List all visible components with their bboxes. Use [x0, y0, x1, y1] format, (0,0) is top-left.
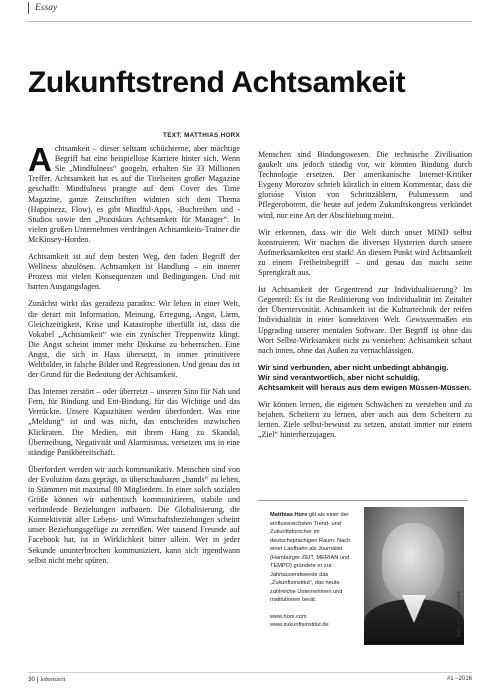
author-description: gilt als einer der einflussreichsten Trend- und Zukunftsforscher im deutschsprachigen Raum. Nach einer Laufbahn als Journalist (Hamburger ZEIT, MERIAN und TEMPO) gründete er zur Jahrtausendwende das „Zukunftsinstitut“, das heute zahlreiche Unternehmen und Institutionen berät. — [270, 512, 351, 603]
author-name: Matthias Horx — [270, 512, 308, 518]
header-rule — [28, 21, 472, 22]
left-column — [28, 131, 240, 573]
author-photo — [364, 507, 464, 645]
footer-folio: 30 | lebenszeit — [28, 676, 66, 683]
highlight-line: Achtsamkeit will heraus aus dem ewigen Müssen-Müssen. — [258, 382, 472, 392]
paragraph-8: Ist Achtsamkeit der Gegentrend zur Individualisierung? Im Gegenteil: Es ist die Realisierung von Individualität im Zeitalter der Übernervosität. Achtsamkeit ist die Kulturtechnik der reifen Individualität in einer konnektiven Welt. Gewissermaßen ein Upgrading unserer mentalen Software. Der Begriff ist ohne das Wort Selbst-Wirksamkeit nicht zu verstehen: Achtsamkeit schaut nach innen, ohne das Außen zu vernachlässigen. — [258, 285, 472, 355]
highlight-line: Wir sind verbunden, aber nicht unbedingt abhängig. — [258, 362, 449, 372]
paragraph-2: Achtsamkeit ist auf dem besten Weg, den faden Begriff der Wellness abzulösen. Achtsamkeit ist Handlung – ein innerer Prozess mit vielen Konsequenzen und Bedingungen. Und mit harten Ausgangslagen. — [28, 252, 240, 292]
portrait-head — [382, 523, 444, 601]
paragraph-7: Wir erkennen, dass wir die Welt durch unser MIND selbst konstruieren. Wir machen die diversen Hysterien durch unsere Aufmerksamkeiten erst stark! An diesem Punkt wird Achtsamkeit zu einem Freiheitsbegriff – und genau das macht seine Sprengkraft aus. — [258, 227, 472, 278]
author-bio-box — [258, 500, 468, 649]
paragraph-4: Das Internet zerstört – oder überreizt – unseren Sinn für Nah und Fern, für Bindung und Ent-Bindung, für das Wichtige und das Verrückte. Unsere Kapazitäten werden überfordert. Was eine „Meldung“ ist und was nicht, das entscheiden inzwischen Klickraten. Die Medien, mit ihrem Hang zu Skandal, Übertreibung, Negativität und Alarmismus, versetzen uns in eine ständige Panikbereitschaft. — [28, 387, 240, 457]
author-links — [270, 613, 360, 630]
closing-paragraph: Wir können lernen, die eigenen Schwächen zu verstehen und zu bejahen. Scheitern zu lernen, aber auch aus dem Scheitern zu lernen. Ziele selbst-bewusst zu setzen, anstatt immer nur einem „Ziel“ hinterherzujagen. — [258, 399, 472, 440]
paragraph-3: Zunächst wirkt das geradezu paradox: Wir leben in einer Welt, die derart mit Information, Meinung, Erregung, Angst, Lärm, Gleichzeitigkeit, Krise und Katastrophe überfüllt ist, dass die Vokabel „Achtsamkeit“ wie ein zynischer Treppenwitz klingt. Die Angst scheint immer mehr Diskurse zu beherrschen. Eine Angst, die sich in Hass übersetzt, in immer primitivere Weltbilder, in falsche Bilder und Regressionen. Und genau das ist der Grund für die Bedeutung der Achtsamkeit. — [28, 299, 240, 380]
right-column — [258, 150, 472, 447]
magazine-name: lebenszeit — [40, 676, 66, 683]
paragraph-6: Menschen sind Bindungswesen. Die technische Zivilisation gaukelt uns jedoch ständig vor, wir könnten Bindung durch Technologie ersetzen. Der amerikanische Internet-Kritiker Evgeny Morozov schrieb kürzlich in einem Kommentar, dass die glorióse Vision von Schrittzählern, Pulsmessern und Pflegerobotern, die heute auf jedem Zukunftskongress verkündet wird, nur eine Art der Abschiebung meint. — [258, 150, 472, 220]
page-number: 30 — [28, 676, 36, 683]
section-label: Essay — [28, 2, 57, 14]
article-title: Zukunftstrend Achtsamkeit — [28, 66, 406, 99]
highlight-line: Wir sind verantwortlich, aber nicht schuldig. — [258, 372, 420, 382]
website-link[interactable]: www.horx.com — [270, 613, 307, 620]
photo-credit: Foto: Klaus Vyhnalek — [457, 590, 462, 637]
highlight-statement — [258, 363, 472, 393]
website-link[interactable]: www.zukunftsinstitut.de — [270, 622, 329, 628]
page-footer — [28, 672, 472, 687]
paragraph-1: Achtsamkeit – dieser seltsam schüchterne, aber mächtige Begriff hat eine beispiellose Karriere hinter sich. Wenn Sie „Mindfulness“ googeln, erhalten Sie 33 Millionen Treffer. Achtsamkeit hat es auf die Titelseiten großer Magazine geschafft: Mindfulness prangte auf dem Cover des Time Magazine, ganze Zeitschriften widmen sich dem Thema (Happinezz, Flow), es gibt Mindful-Apps, -Buchreihen und -Studios sowie den „Praxiskurs Achtsamkeit für Manager“. In vielen großen Unternehmen verdrängen Achtsamkeits-Trainer die McKinsey-Horden. — [28, 141, 240, 244]
paragraph-5: Überfordert werden wir auch kommunikativ. Menschen sind von der Evolution dazu geprägt, in überschaubaren „bands“ zu leben, in Stämmen mit maximal 80 Mitgliedern. In einer solch sozialen Größe können wir authentisch kommunizieren, stabile und verbindende Beziehungen aufbauen. Die Globalisierung, die Konnektivität aller Lebens- und Wirtschaftsbeziehungen scheint unser Beziehungsgefüge zu zerreißen. Wer tausend Freunde auf Facebook hat, ist in Wirklichkeit bitter allein. Wer in jeder Sekunde ununterbrochen kommuniziert, kann sich irgendwann selbst nicht mehr spüren. — [28, 464, 240, 565]
drop-cap: A — [28, 141, 52, 179]
byline: TEXT: MATTHIAS HORX — [163, 132, 240, 139]
page-header — [28, 0, 472, 22]
issue-number: #1 –2016 — [446, 676, 472, 682]
author-bio — [270, 511, 360, 630]
